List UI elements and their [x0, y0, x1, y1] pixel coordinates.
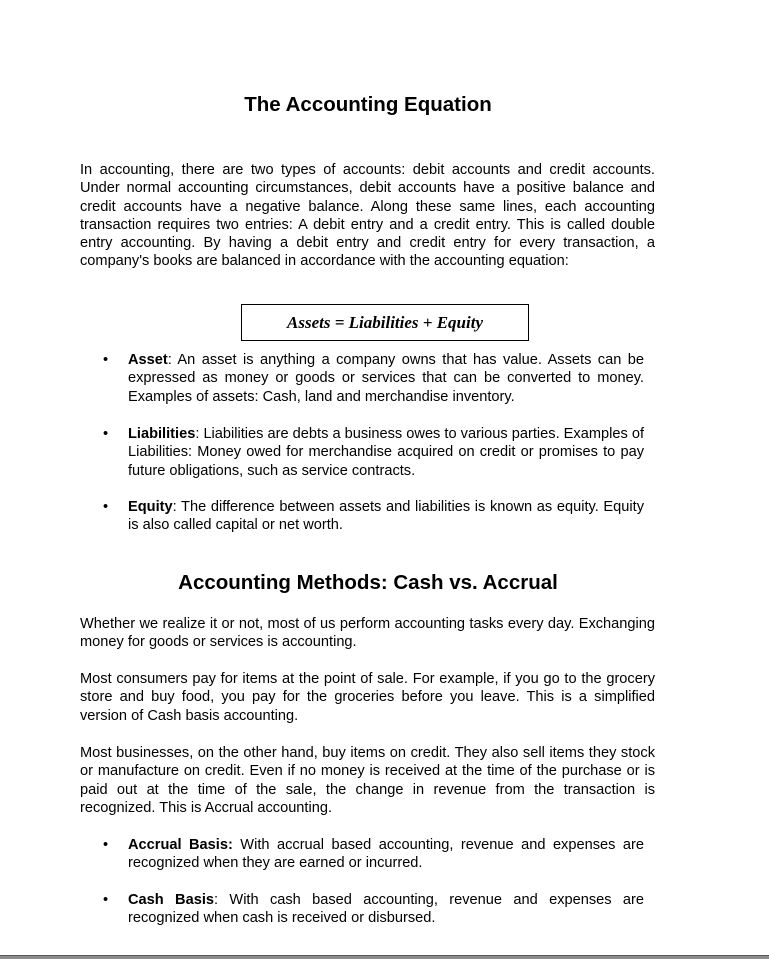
intro-paragraph: In accounting, there are two types of accounts: debit accounts and credit accounts. Under normal accounting circumstances, debit accounts have a positive balance and credit accounts have a negative balance. Along these same lines, each accounting transaction requires two entries: A debit entry and a credit entry. This is called double entry accounting. By having a debit entry and credit entry for every transaction, a company's books are balanced in accordance with the accounting equation:	[80, 162, 655, 270]
bullet-liabilities-text	[128, 425, 644, 480]
bullet-asset-text	[128, 351, 644, 406]
bullet-description: With accrual based accounting, revenue and expenses are recognized when they are earned or incurred.	[128, 837, 644, 872]
bullet-cash-basis-text	[128, 891, 644, 928]
bullet-accrual-basis-text	[128, 836, 644, 873]
accounting-equation-box: Assets = Liabilities + Equity	[241, 304, 529, 341]
bullet-separator: :	[172, 499, 177, 515]
bullet-icon: •	[103, 426, 109, 442]
bullet-icon: •	[103, 892, 109, 908]
bullet-term: Accrual Basis:	[128, 837, 233, 853]
section-title-accounting-methods: Accounting Methods: Cash vs. Accrual	[178, 571, 558, 594]
bullet-separator: :	[167, 352, 172, 368]
bullet-term: Liabilities	[128, 426, 196, 442]
bullet-icon: •	[103, 499, 109, 515]
methods-paragraph-2: Most consumers pay for items at the point of sale. For example, if you go to the grocery store and buy food, you pay for the groceries before you leave. This is a simplified version of Cash basis accounting.	[80, 671, 655, 724]
bullet-description: The difference between assets and liabilities is known as equity. Equity is also called capital or net worth.	[128, 499, 644, 534]
page-bottom-edge	[0, 955, 769, 959]
bullet-icon: •	[103, 352, 109, 368]
bullet-separator: :	[214, 892, 219, 908]
bullet-description: An asset is anything a company owns that has value. Assets can be expressed as money or goods or services that can be converted to money. Examples of assets: Cash, land and merchandise inventory.	[128, 352, 644, 405]
section-title-accounting-equation: The Accounting Equation	[244, 93, 492, 116]
bullet-term: Asset	[128, 352, 168, 368]
bullet-term: Cash Basis	[128, 892, 214, 908]
bullet-icon: •	[103, 837, 109, 853]
bullet-equity-text	[128, 498, 644, 535]
methods-paragraph-1: Whether we realize it or not, most of us perform accounting tasks every day. Exchanging money for goods or services is accounting.	[80, 616, 655, 651]
bullet-term: Equity	[128, 499, 173, 515]
methods-paragraph-3: Most businesses, on the other hand, buy items on credit. They also sell items they stock or manufacture on credit. Even if no money is received at the time of the purchase or is paid out at the time of the sale, the change in revenue from the transaction is recognized. This is Accrual accounting.	[80, 745, 655, 816]
bullet-description: Liabilities are debts a business owes to various parties. Examples of Liabilities: Money owed for merchandise acquired on credit or promises to pay future obligations, such as service contracts.	[128, 426, 644, 479]
bullet-separator: :	[195, 426, 200, 442]
bullet-description: With cash based accounting, revenue and expenses are recognized when cash is received or disbursed.	[128, 892, 645, 927]
